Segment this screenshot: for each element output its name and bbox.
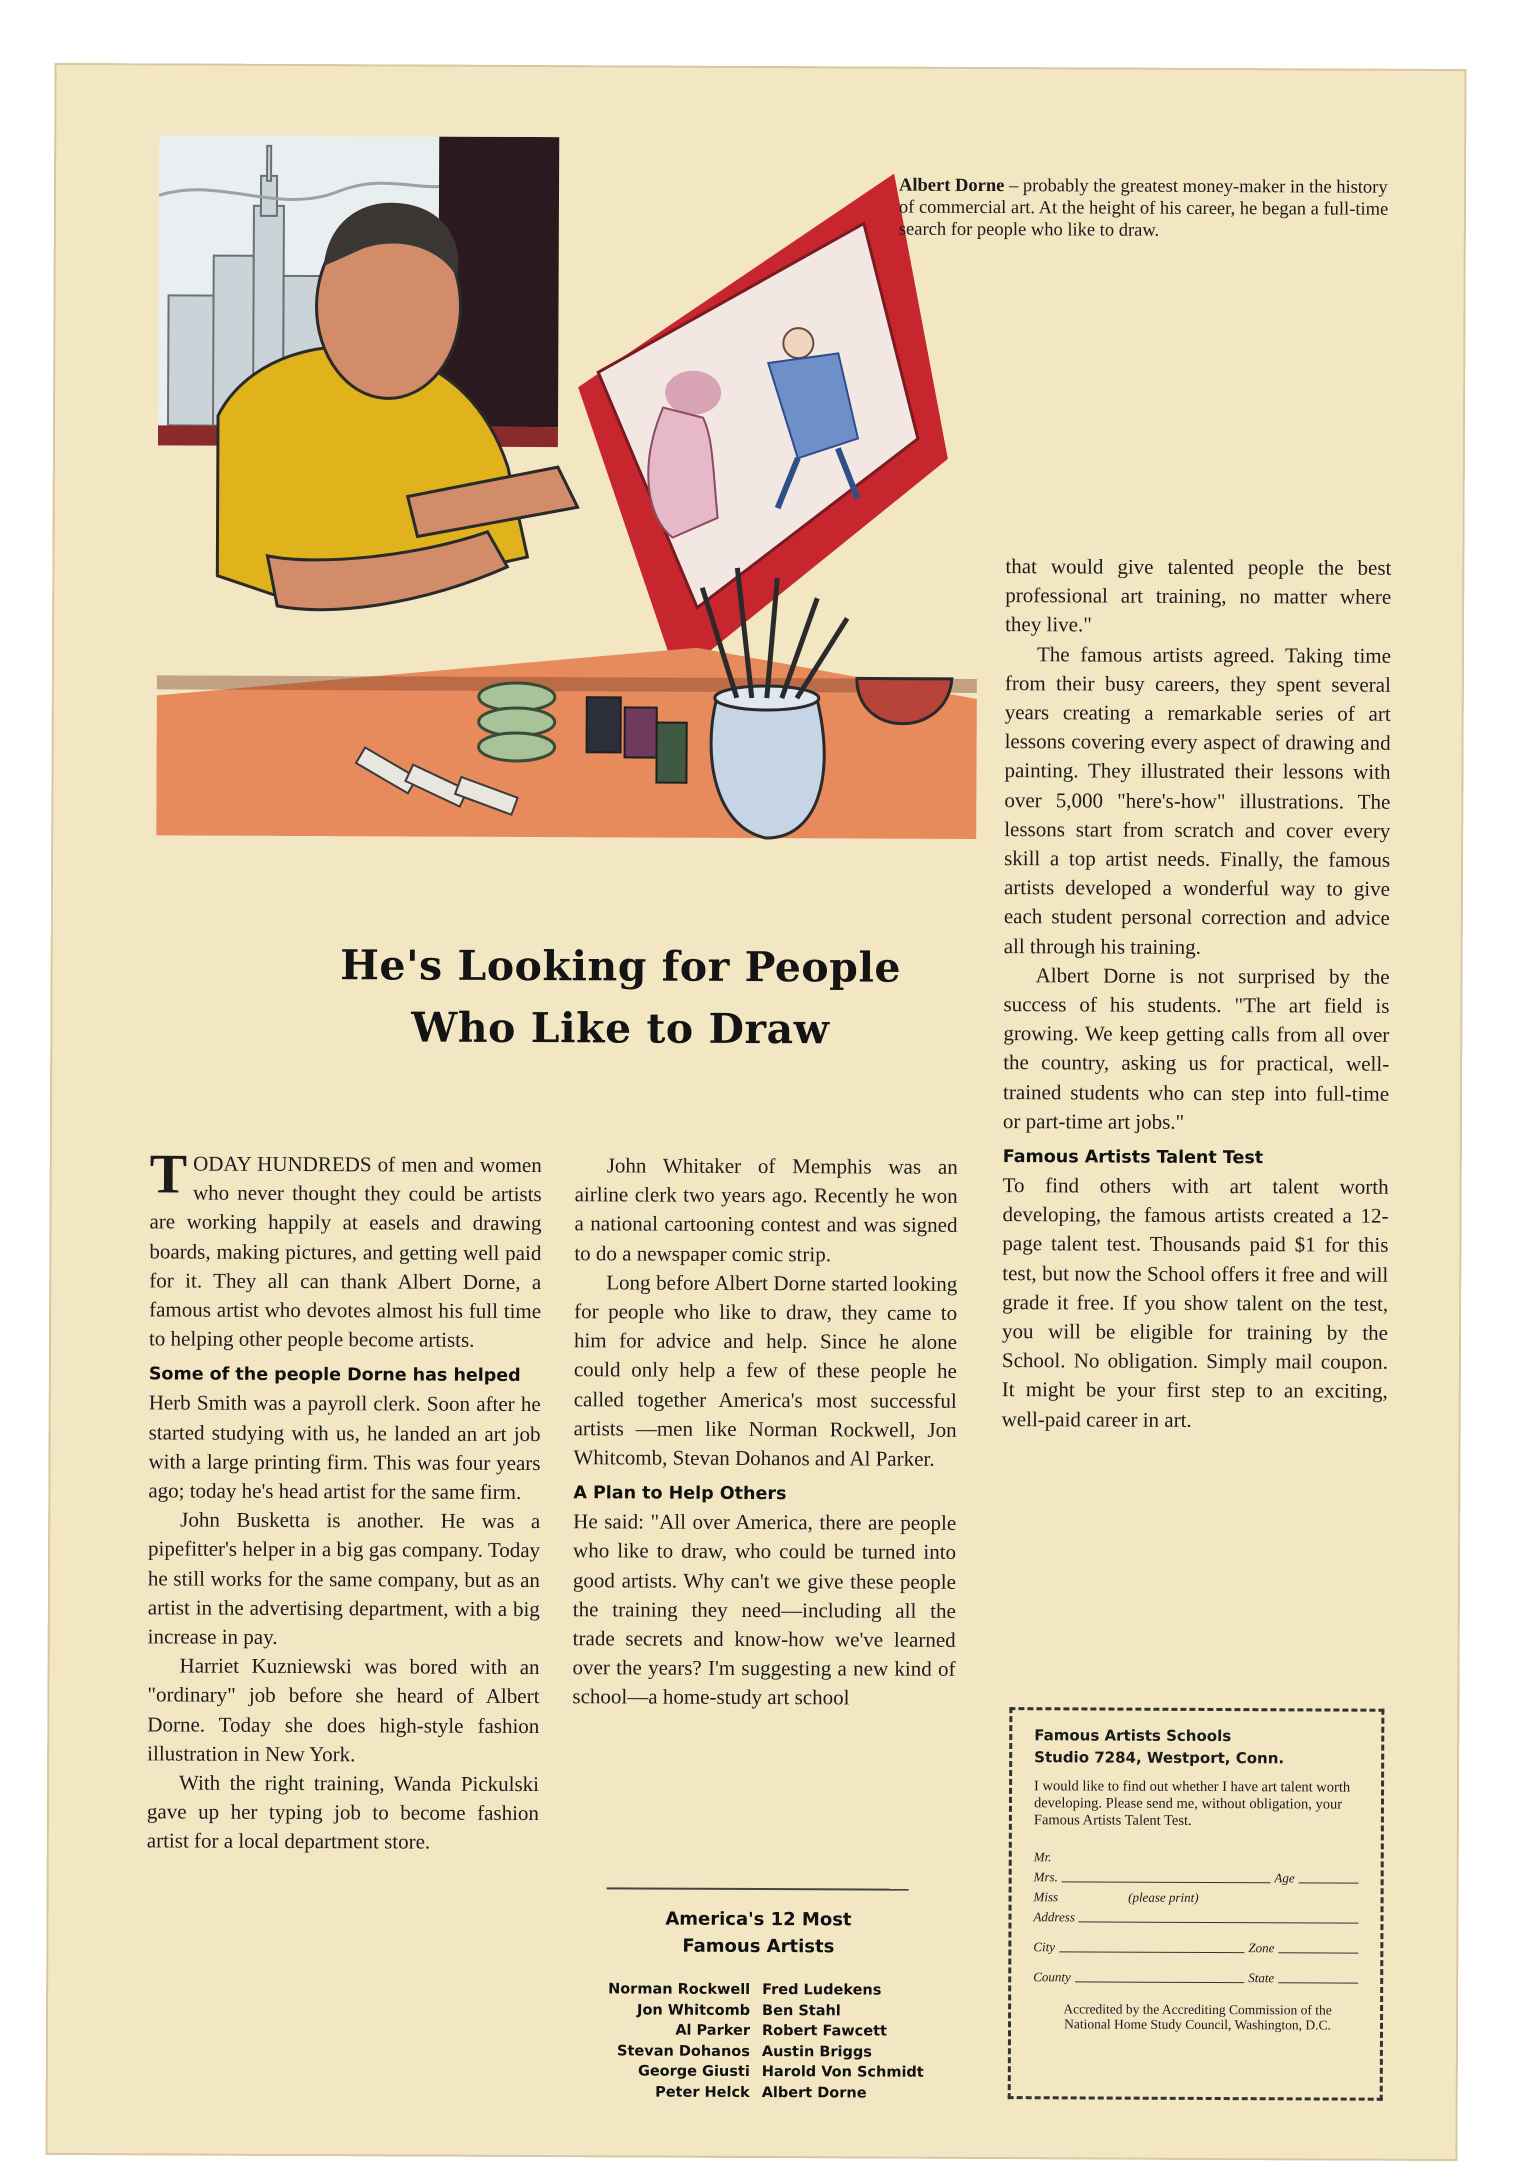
- artists-title-line-1: America's 12 Most: [665, 1908, 852, 1931]
- artist-name: Austin Briggs: [761, 2043, 872, 2061]
- artist-name: Stevan Dohanos: [617, 2042, 750, 2060]
- illustration-caption: [899, 175, 1404, 243]
- coupon-field-name-age[interactable]: [1034, 1865, 1363, 1886]
- mail-coupon[interactable]: [1008, 1707, 1385, 2101]
- coupon-field-title[interactable]: [1034, 1845, 1363, 1866]
- artists-title-line-2: Famous Artists: [682, 1935, 835, 1958]
- field-label: Miss: [1033, 1889, 1059, 1905]
- field-label: State: [1248, 1970, 1275, 1986]
- paragraph: He said: "All over America, there are people who like to draw, who could be turned into good artists. Why can't we give these people the training they need—including all the trade secrets and know-how we've learned over the years? I'm suggesting a new kind of school—a home-study art school: [572, 1509, 957, 1710]
- field-label: Address: [1033, 1909, 1075, 1925]
- artists-row: [566, 2000, 946, 2022]
- paragraph: The famous artists agreed. Taking time from their busy careers, they spent several years creating a remarkable series of art lessons covering every aspect of drawing and painting. They illustrated their lessons with over 5,000 "here's-how" illustrations. The lessons start from scratch and cover every skill a top artist needs. Finally, the famous artists developed a wonderful way to give each student personal correction and advice all through his training.: [1003, 641, 1392, 959]
- artists-box-title: [586, 1905, 930, 1961]
- artist-name: Jon Whitcomb: [637, 2001, 751, 2019]
- paragraph: John Busketta is another. He was a pipefitter's helper in a big gas company. Today he still works for the same company, but as an artist in the advertising department, with a big increase in pay.: [147, 1507, 541, 1649]
- headline: [190, 934, 1051, 1062]
- caption-text: – probably the greatest money-maker in the history of commercial art. At the height of his career, he began a full-time search for people who like to draw.: [898, 176, 1389, 241]
- coupon-fields: [1033, 1845, 1363, 1986]
- subheading: A Plan to Help Others: [573, 1483, 787, 1505]
- paragraph: Long before Albert Dorne started looking for people who like to draw, they came to him for advice and help. Since he alone could only help a few of these people he called together America's most successful artists —men like Norman Rockwell, Jon Whitcomb, Stevan Dohanos and Al Parker.: [573, 1270, 958, 1471]
- paragraph: Harriet Kuzniewski was bored with an "ordinary" job before she heard of Albert Dorne. Today she does high-style fashion illustration in New York.: [147, 1653, 540, 1767]
- subheading: Some of the people Dorne has helped: [148, 1364, 521, 1387]
- subheading: Famous Artists Talent Test: [1002, 1147, 1264, 1169]
- artist-name: Ben Stahl: [762, 2002, 841, 2019]
- artists-row: [566, 2082, 946, 2104]
- caption-name: Albert Dorne: [898, 175, 1005, 197]
- city-line[interactable]: [1059, 1951, 1244, 1953]
- paragraph: Herb Smith was a payroll clerk. Soon after he started studying with us, he landed an art job with a large printing firm. This was four years ago; today he's head artist for the same firm.: [148, 1390, 541, 1505]
- coupon-field-address[interactable]: [1033, 1905, 1362, 1926]
- paragraph: that would give talented people the best professional art training, no matter where they live.": [1005, 554, 1392, 637]
- paragraph: To find others with art talent worth developing, the famous artists created a 12-page talent test. Thousands paid $1 for this test, but now the School offers it free and will grade it free. If you show talent on the test, you will be eligible for training by the School. No obligation. Simply mail coupon. It might be your first step to an exciting, well-paid career in art.: [1001, 1173, 1389, 1432]
- albert-dorne-illustration: [156, 135, 1039, 939]
- article-column-2: [572, 1151, 957, 1713]
- paragraph: John Whitaker of Memphis was an airline clerk two years ago. Recently he won a national cartooning contest and was signed to do a newspaper comic strip.: [574, 1153, 958, 1266]
- artists-row: [566, 2061, 946, 2083]
- drop-cap: T: [149, 1143, 188, 1206]
- artist-name: Albert Dorne: [761, 2084, 867, 2101]
- article-column-3: [1002, 552, 1392, 1436]
- artists-row: [566, 2041, 946, 2063]
- artists-list: [566, 1979, 947, 2104]
- name-line[interactable]: [1062, 1881, 1271, 1883]
- paragraph: [148, 1143, 542, 1355]
- artist-name: George Giusti: [637, 2063, 750, 2080]
- coupon-field-miss[interactable]: [1034, 1885, 1363, 1906]
- artist-name: Al Parker: [675, 2022, 751, 2039]
- field-label: Mrs.: [1033, 1869, 1058, 1885]
- coupon-field-city-zone[interactable]: [1033, 1935, 1362, 1956]
- artist-name: Peter Helck: [655, 2084, 750, 2101]
- artist-name: Harold Von Schmidt: [761, 2064, 924, 2081]
- divider: [607, 1887, 909, 1890]
- coupon-address: Studio 7284, Westport, Conn.: [1034, 1748, 1285, 1768]
- paragraph-text: of men and women who never thought they could be artists are working happily at easels and drawing boards, making pictures, and getting well paid for it. They all can thank Albert Dorne, a famous artist who devotes almost his full time to helping other people become artists.: [148, 1152, 542, 1352]
- article-column-1: [146, 1143, 542, 1857]
- county-line[interactable]: [1075, 1981, 1244, 1983]
- coupon-body-text: I would like to find out whether I have art talent worth developing. Please send me, without obligation, your Famous Artists Talent Test.: [1033, 1778, 1351, 1829]
- headline-line-2: Who Like to Draw: [411, 1003, 830, 1054]
- zone-line[interactable]: [1278, 1952, 1358, 1953]
- age-line[interactable]: [1299, 1882, 1359, 1883]
- field-label: County: [1033, 1969, 1071, 1985]
- artist-name: Robert Fawcett: [761, 2023, 888, 2040]
- headline-line-1: He's Looking for People: [340, 941, 902, 992]
- artists-row: [566, 1979, 946, 2001]
- accreditation-note: Accredited by the Accrediting Commission of the National Home Study Council, Washington, D.C.: [1063, 2001, 1332, 2033]
- state-line[interactable]: [1278, 1982, 1358, 1983]
- field-label: City: [1033, 1939, 1056, 1955]
- coupon-school-name: Famous Artists Schools: [1034, 1726, 1232, 1746]
- artist-name: Fred Ludekens: [762, 1982, 882, 1999]
- field-label: Age: [1274, 1870, 1295, 1886]
- paragraph: With the right training, Wanda Pickulski gave up her typing job to become fashion artist for a local department store.: [146, 1770, 540, 1855]
- artist-name: Norman Rockwell: [608, 1981, 751, 1998]
- artists-row: [566, 2020, 946, 2042]
- address-line[interactable]: [1079, 1921, 1359, 1923]
- magazine-page: [45, 63, 1466, 2161]
- field-label: Mr.: [1033, 1849, 1052, 1865]
- paragraph: Albert Dorne is not surprised by the success of his students. "The art field is growing. We keep getting calls from all over the country, asking us for practical, well-trained students who can step into full-time or part-time art jobs.": [1002, 963, 1390, 1134]
- field-hint: (please print): [1128, 1889, 1199, 1905]
- lead-in: ODAY HUNDREDS: [193, 1151, 372, 1177]
- coupon-field-county-state[interactable]: [1033, 1965, 1362, 1986]
- field-label: Zone: [1248, 1940, 1275, 1956]
